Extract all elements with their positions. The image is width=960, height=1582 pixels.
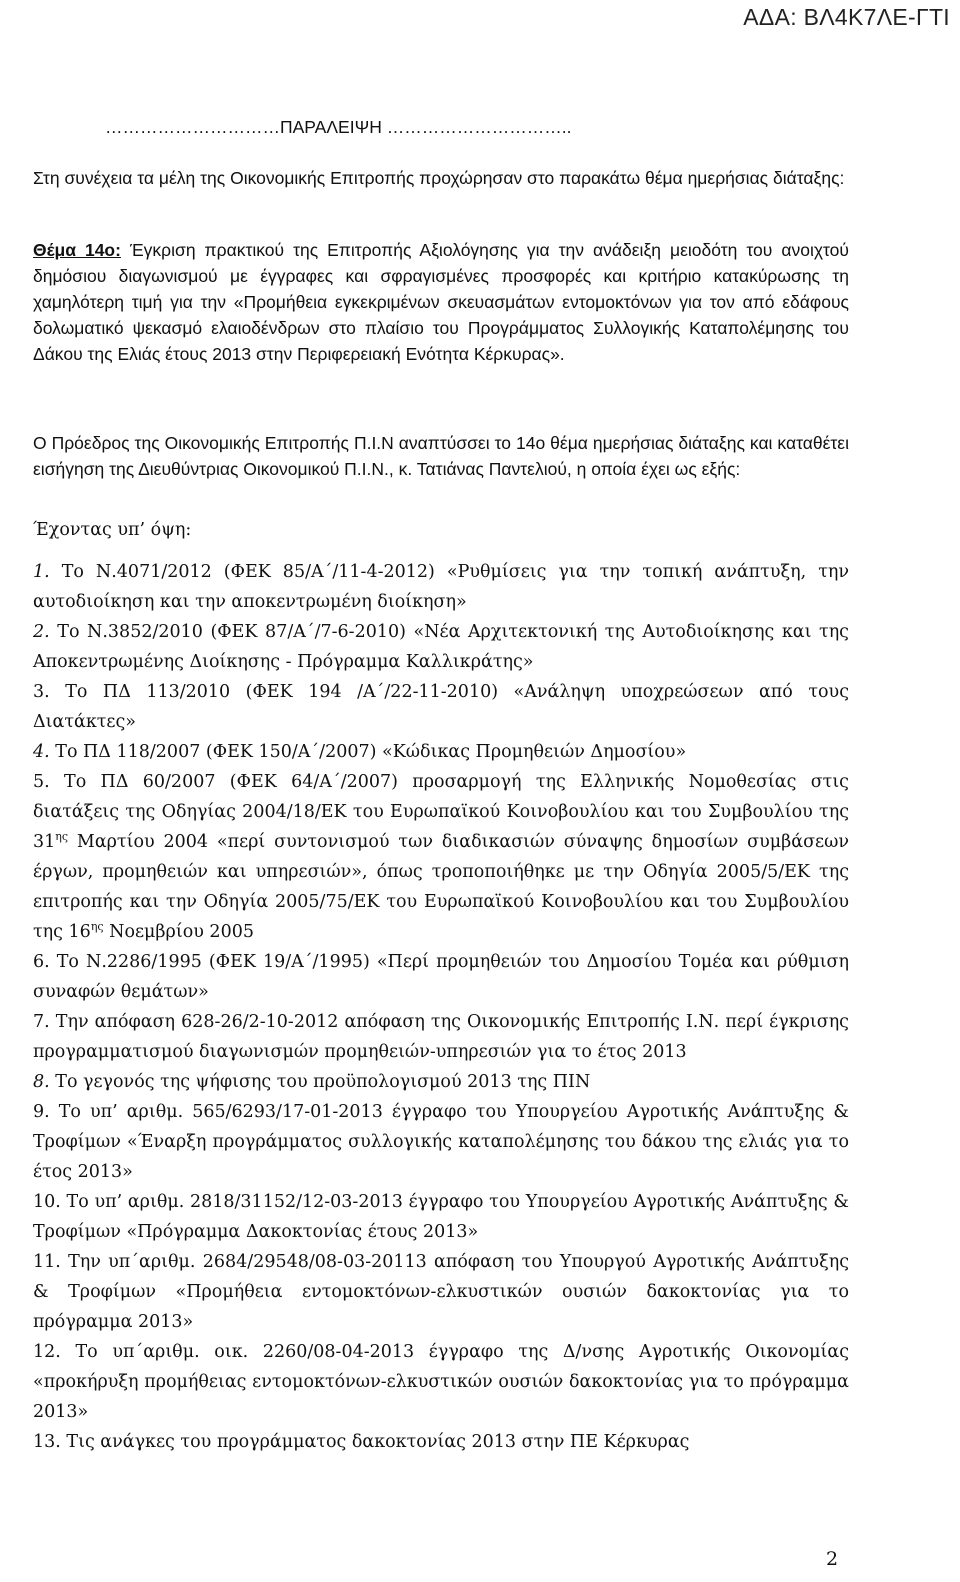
reference-text: Το γεγονός της ψήφισης του προϋπολογισμού 2013 της ΠΙΝ: [49, 1072, 591, 1092]
reference-text: Το υπ’ αριθμ. 2818/31152/12-03-2013 έγγραφο του Υπουργείου Αγροτικής Ανάπτυξης & Τροφίμων «Πρόγραμμα Δακοκτονίας έτους 2013»: [33, 1192, 849, 1242]
reference-item: [33, 557, 849, 617]
reference-number: 2.: [33, 622, 50, 642]
reference-text: Τις ανάγκες του προγράμματος δακοκτονίας 2013 στην ΠΕ Κέρκυρας: [60, 1432, 690, 1452]
references-list: [33, 557, 849, 1457]
intro-paragraph: Στη συνέχεια τα μέλη της Οικονομικής Επιτροπής προχώρησαν στο παρακάτω θέμα ημερήσιας διάταξης:: [33, 168, 845, 188]
reference-item: [33, 677, 849, 737]
reference-number: 10.: [33, 1192, 61, 1212]
reference-item: [33, 1247, 849, 1337]
topic-label: Θέμα 14ο:: [33, 240, 121, 260]
topic-paragraph: [33, 237, 849, 367]
reference-item: [33, 1097, 849, 1187]
reference-number: 5.: [33, 772, 50, 792]
reference-text: Την υπ΄αριθμ. 2684/29548/08-03-20113 απόφαση του Υπουργού Αγροτικής Ανάπτυξης & Τροφίμων «Προμήθεια εντομοκτόνων-ελκυστικών ουσιών δακοκτονίας για το πρόγραμμα 2013»: [33, 1252, 849, 1332]
reference-number: 4.: [33, 742, 50, 762]
reference-number: 7.: [33, 1012, 50, 1032]
reference-text: Το Ν.3852/2010 (ΦΕΚ 87/Α΄/7-6-2010) «Νέα Αρχιτεκτονική της Αυτοδιοίκησης και της Αποκεντρωμένης Διοίκησης - Πρόγραμμα Καλλικράτης»: [33, 622, 849, 672]
reference-text-continued: Μαρτίου 2004 «περί συντονισμού των διαδικασιών σύναψης δημοσίων συμβάσεων έργων, προμηθειών και υπηρεσιών», όπως τροποποιήθηκε με την Οδηγία 2005/5/ΕΚ της επιτροπής και την Οδηγία 2005/75/ΕΚ του Ευρωπαϊκού Κοινοβουλίου και του Συμβουλίου της 16: [33, 832, 849, 942]
ada-code: ΑΔΑ: ΒΛ4Κ7ΛΕ-ΓΤΙ: [743, 4, 950, 30]
reference-item: [33, 767, 849, 947]
omission-line: …………………………ΠΑΡΑΛΕΙΨΗ …………………………..: [105, 117, 572, 137]
reference-item: [33, 617, 849, 677]
reference-item: [33, 1427, 849, 1457]
reference-text: Το ΠΔ 60/2007 (ΦΕΚ 64/Α΄/2007) προσαρμογή της Ελληνικής Νομοθεσίας στις διατάξεις της Οδηγίας 2004/18/ΕΚ του Ευρωπαϊκού Κοινοβουλίου και του Συμβουλίου της 31: [33, 772, 849, 852]
page-number: 2: [826, 1548, 839, 1570]
president-paragraph: Ο Πρόεδρος της Οικονομικής Επιτροπής Π.Ι.Ν αναπτύσσει το 14ο θέμα ημερήσιας διάταξης και καταθέτει εισήγηση της Διευθύντριας Οικονομικού Π.Ι.Ν., κ. Τατιάνας Παντελιού, η οποία έχει ως εξής:: [33, 433, 849, 479]
reference-item: [33, 1067, 849, 1097]
topic-text: Έγκριση πρακτικού της Επιτροπής Αξιολόγησης για την ανάδειξη μειοδότη του ανοιχτού δημόσιου διαγωνισμού με έγγραφες και σφραγισμένες προσφορές και κριτήριο κατακύρωσης τη χαμηλότερη τιμή για την «Προμήθεια εγκεκριμένων σκευασμάτων εντομοκτόνων για τον από εδάφους δολωματικό ψεκασμό ελαιοδένδρων στο πλαίσιο του Προγράμματος Συλλογικής Καταπολέμησης του Δάκου της Ελιάς έτους 2013 στην Περιφερειακή Ενότητα Κέρκυρας».: [33, 240, 849, 364]
superscript-ordinal: ης: [55, 830, 69, 844]
reference-text-end: Νοεμβρίου 2005: [103, 922, 254, 942]
reference-item: [33, 1337, 849, 1427]
reference-number: 13.: [33, 1432, 61, 1452]
reference-text: Το ΠΔ 118/2007 (ΦΕΚ 150/Α΄/2007) «Κώδικας Προμηθειών Δημοσίου»: [49, 742, 687, 762]
superscript-ordinal: ης: [90, 920, 104, 934]
reference-number: 8.: [33, 1072, 50, 1092]
reference-text: Το Ν.2286/1995 (ΦΕΚ 19/Α΄/1995) «Περί προμηθειών του Δημοσίου Τομέα και ρύθμιση συναφών θεμάτων»: [33, 952, 849, 1002]
reference-number: 3.: [33, 682, 50, 702]
reference-text: Το Ν.4071/2012 (ΦΕΚ 85/Α΄/11-4-2012) «Ρυθμίσεις για την τοπική ανάπτυξη, την αυτοδιοίκηση και την αποκεντρωμένη διοίκηση»: [33, 562, 849, 612]
reference-text: Την απόφαση 628-26/2-10-2012 απόφαση της Οικονομικής Επιτροπής Ι.Ν. περί έγκρισης προγραμματισμού διαγωνισμών προμηθειών-υπηρεσιών για το έτος 2013: [33, 1012, 849, 1062]
reference-item: [33, 947, 849, 1007]
reference-number: 6.: [33, 952, 50, 972]
reference-number: 11.: [33, 1252, 61, 1272]
reference-text: Το υπ΄αριθμ. οικ. 2260/08-04-2013 έγγραφο της Δ/νσης Αγροτικής Οικονομίας «προκήρυξη προμήθειας εντομοκτόνων-ελκυστικών ουσιών δακοκτονίας για το πρόγραμμα 2013»: [33, 1342, 849, 1422]
having-heading: Έχοντας υπ’ όψη:: [33, 520, 192, 540]
reference-number: 1.: [33, 562, 50, 582]
reference-text: Το ΠΔ 113/2010 (ΦΕΚ 194 /Α΄/22-11-2010) «Ανάληψη υποχρεώσεων από τους Διατάκτες»: [33, 682, 849, 732]
reference-item: [33, 1187, 849, 1247]
reference-item: [33, 1007, 849, 1067]
reference-number: 9.: [33, 1102, 50, 1122]
reference-text: Το υπ’ αριθμ. 565/6293/17-01-2013 έγγραφο του Υπουργείου Αγροτικής Ανάπτυξης & Τροφίμων «Έναρξη προγράμματος συλλογικής καταπολέμησης του δάκου της ελιάς για το έτος 2013»: [33, 1102, 849, 1182]
reference-item: [33, 737, 849, 767]
reference-number: 12.: [33, 1342, 61, 1362]
